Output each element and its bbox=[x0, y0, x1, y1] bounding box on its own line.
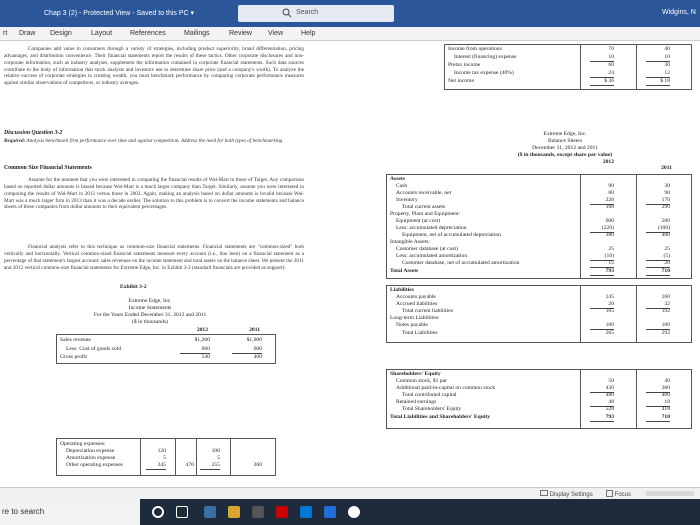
asset-value: 15 bbox=[590, 260, 614, 268]
asset-value: 170 bbox=[646, 197, 670, 205]
equity-label: Shareholders' Equity bbox=[390, 371, 441, 377]
tab-file[interactable]: rt bbox=[3, 30, 8, 37]
balance-date: December 31, 2012 and 2011 bbox=[532, 145, 598, 151]
liability-value: 20 bbox=[590, 301, 614, 309]
liability-label: Liabilities bbox=[390, 287, 414, 293]
store-icon[interactable] bbox=[252, 506, 264, 518]
liability-value: 145 bbox=[605, 294, 614, 300]
equity-value: 360 bbox=[646, 385, 670, 393]
divider bbox=[636, 174, 637, 279]
equity-value: 48 bbox=[590, 399, 614, 407]
task-view-icon[interactable] bbox=[176, 506, 188, 518]
edge-browser-icon[interactable] bbox=[204, 506, 216, 518]
asset-value: (100) bbox=[646, 225, 670, 233]
asset-value: 600 bbox=[605, 218, 614, 224]
divider bbox=[636, 44, 637, 90]
income-value: 70 bbox=[608, 46, 614, 52]
exhibit-row-value: 660 bbox=[180, 346, 210, 354]
asset-value: 90 bbox=[608, 183, 614, 189]
income-value: 24 bbox=[590, 70, 614, 78]
asset-value: 90 bbox=[664, 190, 670, 196]
asset-label: Customer database, net of accumulated amortization bbox=[402, 260, 520, 266]
equity-label: Total Shareholders' Equity bbox=[402, 406, 462, 412]
divider bbox=[636, 369, 637, 429]
taskbar-search-input[interactable]: re to search bbox=[0, 499, 140, 525]
intro-paragraph: Companies add value to consumers through a variety of strategies, including product superiority, brand differentiation, pricing advantages, and distribution convenience. Their financial statements report the results of these tactics. Other corporate disclosures and non-corporate information, such as industry analyses, supplement the information contained in corporate financial statements. Such data sources contribute to the body of information that stock analysts and investors use to determine share price (and a company's worth). To analyze the relative success of corporate strategies in creating wealth, you must benchmark performance by comparing corporate performance measures against similar observations of competitors, or industry averages. bbox=[4, 46, 304, 87]
exhibit-row-value: $1,000 bbox=[246, 337, 262, 343]
liability-value: 100 bbox=[590, 322, 614, 330]
asset-label: Equipment, net of accumulated depreciation bbox=[402, 232, 501, 238]
asset-label: Assets bbox=[390, 176, 405, 182]
exhibit-row-value: 400 bbox=[253, 354, 262, 360]
taskbar bbox=[0, 499, 700, 525]
ribbon-tabs bbox=[0, 27, 700, 41]
exhibit-row-label: Sales revenue bbox=[60, 337, 91, 343]
discussion-title: Discussion Question 3-2 bbox=[4, 130, 63, 136]
search-icon bbox=[282, 8, 292, 18]
income-label: Income from operations bbox=[448, 46, 502, 52]
zoom-slider[interactable] bbox=[646, 491, 694, 496]
equity-label: Total contributed capital bbox=[402, 392, 457, 398]
exhibit-row-label: Gross profit bbox=[60, 354, 87, 360]
divider bbox=[580, 174, 581, 279]
focus-label: Focus bbox=[614, 492, 632, 498]
asset-value: 25 bbox=[608, 246, 614, 252]
divider bbox=[580, 369, 581, 429]
document-page[interactable] bbox=[0, 41, 700, 487]
liability-value: 292 bbox=[661, 330, 670, 336]
equity-value: 50 bbox=[608, 378, 614, 384]
exhibit-row-value: 540 bbox=[201, 354, 210, 360]
equity-value: 400 bbox=[661, 392, 670, 398]
divider bbox=[175, 438, 176, 476]
discussion-requirement bbox=[4, 138, 304, 145]
required-text: Analysis benchmark firm performance over time and against competition. Address the need for both types of benchmarking. bbox=[26, 138, 284, 144]
equity-value: 528 bbox=[605, 406, 614, 412]
asset-value: 380 bbox=[605, 232, 614, 238]
asset-label: Intangible Assets: bbox=[390, 239, 430, 245]
asset-label: Less: accumulated depreciation bbox=[396, 225, 467, 231]
tab-help[interactable]: Help bbox=[301, 30, 316, 37]
opex-total: 360 bbox=[253, 462, 262, 468]
exhibit-statement: Income Statements bbox=[128, 305, 172, 311]
opex-value: 255 bbox=[200, 462, 220, 470]
tab-review[interactable]: Review bbox=[229, 30, 252, 37]
equity-value: 793 bbox=[590, 414, 614, 422]
display-settings-button[interactable] bbox=[540, 490, 593, 498]
asset-label: Total current assets bbox=[402, 204, 446, 210]
divider bbox=[140, 438, 141, 476]
divider bbox=[580, 285, 581, 343]
asset-label: Cash bbox=[396, 183, 408, 189]
tab-design[interactable]: Design bbox=[50, 30, 72, 37]
asset-value: 30 bbox=[664, 183, 670, 189]
liability-value: 165 bbox=[605, 308, 614, 314]
exhibit-period: For the Years Ended December 31, 2012 and 2011 bbox=[93, 312, 207, 318]
asset-value: 710 bbox=[646, 268, 670, 276]
asset-value: 20 bbox=[646, 260, 670, 268]
asset-label: Equipment (at cost) bbox=[396, 218, 441, 224]
equity-value: 418 bbox=[661, 406, 670, 412]
opex-label: Other operating expenses bbox=[66, 462, 123, 468]
common-size-paragraph-1: Assume for the moment that you were interested in comparing the financial results of Wal-Mart to those of Target. Any comparison based on reported dollar amounts is biased because Wal-Mart is a much larger company than Target. Similarly, assume you were interested in comparing the results of Wal-Mart in 2013 versus those in 2003. Again, making an analysis based on dollar amounts is invalid because Wal-Mart was a much larger firm in 2013 than it was a decade earlier. The solution to this problem is to convert the income statements and balance sheets of these companies from dollar amounts to their equivalent percentages. bbox=[4, 177, 304, 211]
equity-value: 480 bbox=[605, 392, 614, 398]
exhibit-year-2011: 2011 bbox=[249, 327, 260, 333]
equity-value: 40 bbox=[664, 378, 670, 384]
divider bbox=[636, 285, 637, 343]
equity-label: Additional paid-in-capital on common stock bbox=[396, 385, 496, 391]
income-value: $ 18 bbox=[646, 78, 670, 86]
tab-view[interactable]: View bbox=[268, 30, 284, 37]
income-value: 10 bbox=[646, 54, 670, 62]
divider bbox=[196, 438, 197, 476]
asset-value: 80 bbox=[608, 190, 614, 196]
opex-label: Depreciation expense bbox=[66, 448, 115, 454]
income-value: 10 bbox=[590, 54, 614, 62]
opex-label: Amortization expense bbox=[66, 455, 116, 461]
word-icon[interactable] bbox=[324, 506, 336, 518]
balance-statement: Balance Sheets bbox=[547, 138, 583, 144]
asset-value: 25 bbox=[664, 246, 670, 252]
exhibit-label: Exhibit 3-2 bbox=[120, 284, 147, 290]
asset-value: 400 bbox=[661, 232, 670, 238]
document-title[interactable]: Chap 3 (2) - Protected View - Saved to this PC ▾ bbox=[44, 10, 195, 17]
balance-company: Extreme Edge, Inc. bbox=[543, 131, 587, 137]
office-icon[interactable] bbox=[276, 506, 288, 518]
file-explorer-icon[interactable] bbox=[228, 506, 240, 518]
equity-label: Common stock, $1 par bbox=[396, 378, 447, 384]
asset-label: Customer database (at cost) bbox=[396, 246, 458, 252]
divider bbox=[230, 438, 231, 476]
liability-value: 100 bbox=[646, 322, 670, 330]
equity-value: 18 bbox=[646, 399, 670, 407]
tab-references[interactable]: References bbox=[130, 30, 166, 37]
asset-value: (220) bbox=[590, 225, 614, 233]
opex-value: 5 bbox=[163, 455, 166, 461]
balance-year-2012: 2012 bbox=[602, 159, 614, 165]
opex-title: Operating expenses: bbox=[60, 441, 106, 447]
asset-value: 500 bbox=[661, 218, 670, 224]
asset-label: Total Assets bbox=[390, 268, 419, 274]
exhibit-company: Extreme Edge, Inc. bbox=[128, 298, 172, 304]
tab-mailings[interactable]: Mailings bbox=[184, 30, 210, 37]
common-size-paragraph-2: Financial analysts refer to this technique as common-size financial statements. Financial statements are "common-sized" both vertically and horizontally. Vertical common-sized financial statements measure every account (i.e., line item) on a financial statement as a percentage of that statement's largest account: sales revenues on the income statement and total assets on the balance sheet. We present the 2011 and 2012 vertical common-size financial statements for Extreme Edge, Inc. in Exhibit 3-2 (standard financials are provided as support): bbox=[4, 244, 304, 271]
required-label: Required: bbox=[4, 138, 26, 144]
opex-value: 120 bbox=[157, 448, 166, 454]
income-label: Income tax expense (40%) bbox=[454, 70, 514, 76]
income-label: Net income bbox=[448, 78, 474, 84]
title-bar bbox=[0, 0, 700, 27]
status-bar bbox=[0, 487, 700, 499]
liability-value: 32 bbox=[646, 301, 670, 309]
liability-label: Accrued liabilities bbox=[396, 301, 438, 307]
display-settings-label: Display Settings bbox=[549, 492, 593, 498]
income-value: 12 bbox=[646, 70, 670, 78]
income-value: 60 bbox=[608, 62, 614, 68]
chrome-icon[interactable] bbox=[348, 506, 360, 518]
asset-value: 398 bbox=[605, 204, 614, 210]
equity-value: 710 bbox=[646, 414, 670, 422]
equity-value: 430 bbox=[590, 385, 614, 393]
search-input[interactable] bbox=[238, 5, 394, 22]
asset-value: (10) bbox=[590, 253, 614, 261]
exhibit-row-label: Less: Cost of goods sold bbox=[66, 346, 122, 352]
cortana-icon[interactable] bbox=[152, 506, 164, 518]
equity-label: Retained earnings bbox=[396, 399, 437, 405]
divider bbox=[580, 44, 581, 90]
liability-label: Accounts payable bbox=[396, 294, 436, 300]
liability-label: Total Liabilities bbox=[402, 330, 438, 336]
user-name[interactable]: Widgins, N bbox=[662, 9, 696, 16]
exhibit-units: ($ in thousands) bbox=[131, 319, 169, 325]
balance-year-2011: 2011 bbox=[661, 165, 672, 171]
asset-label: Less: accumulated amortization bbox=[396, 253, 468, 259]
asset-label: Property, Plant and Equipment: bbox=[390, 211, 461, 217]
income-value: $ 36 bbox=[590, 78, 614, 86]
income-label: Pretax income bbox=[448, 62, 481, 68]
asset-label: Accounts receivable, net bbox=[396, 190, 452, 196]
exhibit-row-value: 600 bbox=[232, 346, 262, 354]
asset-value: 290 bbox=[661, 204, 670, 210]
focus-button[interactable] bbox=[606, 490, 631, 498]
income-value: 30 bbox=[664, 62, 670, 68]
asset-label: Inventory bbox=[396, 197, 418, 203]
liability-value: 265 bbox=[605, 330, 614, 336]
exhibit-row-value: $1,200 bbox=[194, 337, 210, 343]
equity-label: Total Liabilities and Shareholders' Equity bbox=[390, 414, 491, 420]
income-value: 40 bbox=[664, 46, 670, 52]
asset-value: 793 bbox=[590, 268, 614, 276]
liability-value: 192 bbox=[661, 308, 670, 314]
balance-units: ($ in thousands, except share par value) bbox=[517, 152, 613, 158]
income-label: Interest (financing) expense bbox=[454, 54, 517, 60]
asset-value: 228 bbox=[590, 197, 614, 205]
liability-label: Total current liabilities bbox=[402, 308, 453, 314]
display-icon bbox=[540, 490, 548, 497]
mail-icon[interactable] bbox=[300, 506, 312, 518]
opex-value: 100 bbox=[211, 448, 220, 454]
opex-value: 5 bbox=[217, 455, 220, 461]
tab-draw[interactable]: Draw bbox=[19, 30, 36, 37]
common-size-title: Common Size Financial Statements bbox=[4, 165, 92, 171]
tab-layout[interactable]: Layout bbox=[91, 30, 113, 37]
exhibit-year-2012: 2012 bbox=[196, 327, 208, 333]
asset-value: (5) bbox=[646, 253, 670, 261]
focus-icon bbox=[606, 490, 613, 497]
liability-label: Notes payable bbox=[396, 322, 428, 328]
opex-value: 345 bbox=[146, 462, 166, 470]
liability-value: 160 bbox=[661, 294, 670, 300]
search-label: Search bbox=[296, 9, 319, 16]
liability-label: Long-term Liabilities: bbox=[390, 315, 440, 321]
opex-total: 470 bbox=[185, 462, 194, 468]
